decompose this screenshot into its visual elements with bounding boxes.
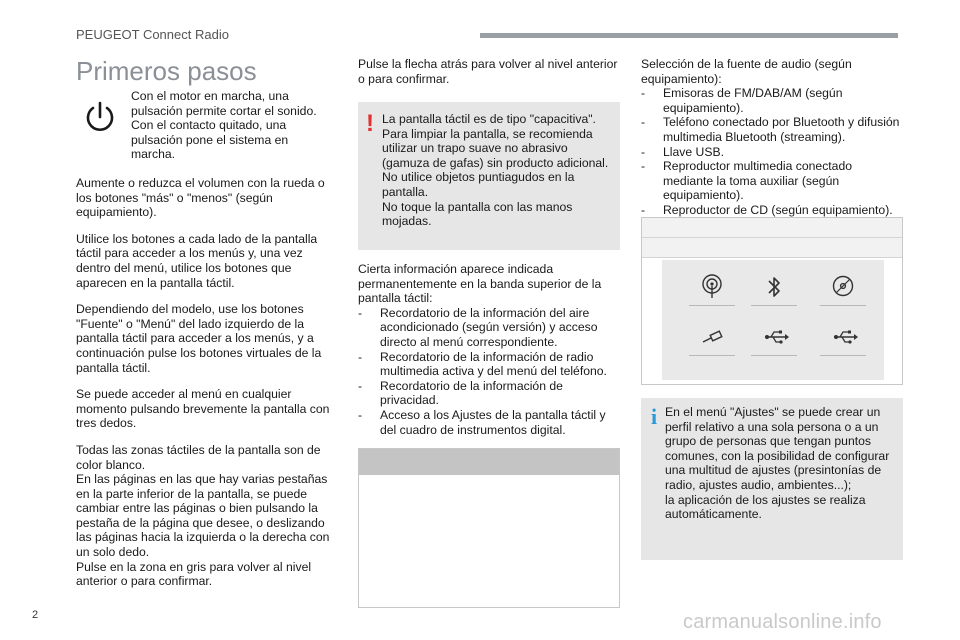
cd-icon [832, 274, 854, 300]
list-item: - Recordatorio de la información de privacidad. [358, 379, 624, 408]
audio-source-list [641, 86, 903, 217]
info-icon: i [651, 404, 658, 429]
warning-icon: ! [366, 110, 374, 137]
power-icon [82, 99, 118, 135]
source-underline [751, 305, 797, 306]
source-grid [662, 260, 884, 380]
list-item: - Reproductor multimedia conectado mediante la toma auxiliar (según equipamiento). [641, 159, 903, 203]
screen-strip-second [642, 238, 902, 258]
usb-source-button-1[interactable] [749, 320, 799, 356]
list-item: - Reproductor de CD (según equipamiento). [641, 203, 903, 218]
info-box [641, 398, 903, 560]
power-block [76, 89, 336, 165]
volume-paragraph: Aumente o reduzca el volumen con la rueda o los botones "más" o "menos" (según equipamiento). [76, 176, 325, 220]
three-finger-paragraph: Se puede acceder al menú en cualquier momento pulsando brevemente la pantalla con tres dedos. [76, 387, 330, 431]
status-band-intro: Cierta información aparece indicada permanentemente en la banda superior de la pantalla táctil: [358, 262, 602, 306]
audio-source-section [641, 57, 903, 218]
list-item: - Acceso a los Ajustes de la pantalla táctil y del cuadro de instrumentos digital. [358, 408, 624, 437]
bluetooth-icon [763, 274, 785, 300]
warning-box [358, 102, 620, 250]
source-underline [820, 305, 866, 306]
back-arrow-paragraph: Pulse la flecha atrás para volver al nivel anterior o para confirmar. [358, 57, 618, 86]
bluetooth-source-button[interactable] [749, 270, 799, 306]
warning-text [382, 112, 618, 229]
source-underline [820, 355, 866, 356]
info-line-1: En el menú "Ajustes" se puede crear un perfil relativo a una sola persona o a un grupo de personas que tengan puntos comunes, con la posibilidad de configurar una multitud de ajustes (presintonías de radio, ajustes audio, ambientes...); [665, 405, 890, 492]
source-screen-illustration [641, 217, 903, 385]
header-title: PEUGEOT Connect Radio [76, 27, 229, 42]
page-number: 2 [32, 609, 39, 621]
source-underline [689, 305, 735, 306]
info-line-2: la aplicación de los ajustes se realiza automáticamente. [665, 492, 866, 522]
radio-icon [701, 274, 723, 300]
touch-zones-line-1: Todas las zonas táctiles de la pantalla son de color blanco. [76, 442, 321, 472]
status-band-list [358, 306, 624, 437]
model-paragraph: Dependiendo del modelo, use los botones "Fuente" o "Menú" del lado izquierdo de la pantalla táctil para acceder a los menús, y a continuación pulse los botones virtuales de la pantalla táctil. [76, 302, 322, 375]
cd-source-button[interactable] [818, 270, 868, 306]
usb-source-button-2[interactable] [818, 320, 868, 356]
list-item: - Recordatorio de la información del aire acondicionado (según versión) y acceso directo al menú correspondiente. [358, 306, 624, 350]
list-item: - Teléfono conectado por Bluetooth y difusión multimedia Bluetooth (streaming). [641, 115, 903, 144]
column-1 [76, 176, 334, 601]
audio-source-intro: Selección de la fuente de audio (según equipamiento): [641, 57, 852, 86]
aux-cable-icon [701, 324, 725, 350]
list-item: - Emisoras de FM/DAB/AM (según equipamiento). [641, 86, 903, 115]
info-text [665, 405, 897, 522]
status-band-section [358, 262, 624, 437]
source-underline [689, 355, 735, 356]
screen-illustration-gray [358, 448, 620, 608]
touch-zones-paragraph [76, 443, 334, 589]
screen-strip-top [642, 218, 902, 238]
warning-line-1: La pantalla táctil es de tipo "capacitiva". Para limpiar la pantalla, se recomienda utilizar un trapo suave no abrasivo (gamuza de gafas) sin producto adicional. [382, 112, 609, 170]
usb-icon [832, 324, 858, 350]
warning-line-3: No toque la pantalla con las manos mojadas. [382, 199, 573, 229]
touch-zones-line-2: En las páginas en las que hay varias pestañas en la parte inferior de la pantalla, se puede cambiar entre las páginas o bien pulsando la pestaña de la página que desee, o deslizando las páginas hacia la izquierda o la derecha con un solo dedo. [76, 472, 330, 560]
screen-top-band [359, 449, 619, 475]
watermark: carmanualsonline.info [683, 611, 882, 633]
source-underline [751, 355, 797, 356]
aux-source-button[interactable] [687, 320, 737, 356]
power-text: Con el motor en marcha, una pulsación permite cortar el sonido. Con el contacto quitado, una pulsación pone el sistema en marcha. [131, 89, 317, 162]
warning-line-2: No utilice objetos puntiagudos en la pantalla. [382, 170, 575, 199]
radio-source-button[interactable] [687, 270, 737, 306]
header-bar [480, 33, 898, 38]
list-item: - Llave USB. [641, 145, 903, 160]
buttons-paragraph: Utilice los botones a cada lado de la pantalla táctil para acceder a los menús y, una vez dentro del menú, utilice los botones que aparecen en la pantalla táctil. [76, 231, 318, 290]
section-title: Primeros pasos [76, 56, 257, 86]
usb-icon [763, 324, 789, 350]
list-item: - Recordatorio de la información de radio multimedia activa y del menú del teléfono. [358, 350, 624, 379]
touch-zones-line-3: Pulse en la zona en gris para volver al nivel anterior o para confirmar. [76, 559, 312, 589]
